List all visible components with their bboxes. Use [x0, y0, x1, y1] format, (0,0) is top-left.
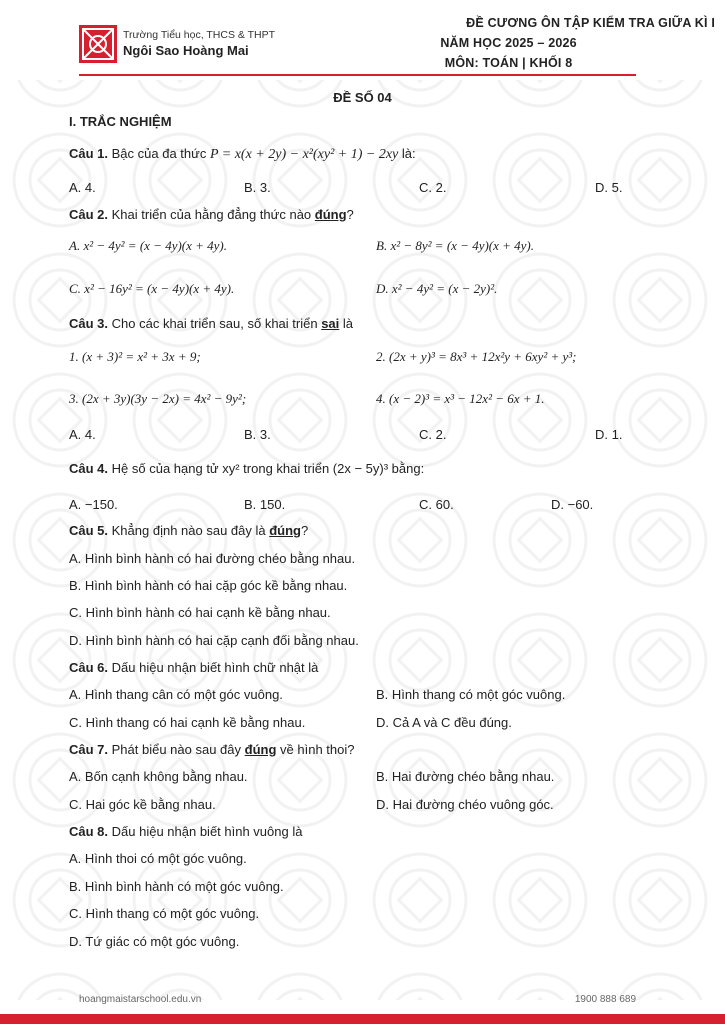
footer-phone: 1900 888 689 [574, 994, 636, 1005]
q1-option-d: D. 5. [595, 180, 623, 195]
q3-expansion-4: 4. (x − 2)³ = x³ − 12x² − 6x + 1. [376, 391, 545, 406]
q6-option-b: B. Hình thang có một góc vuông. [376, 687, 566, 702]
q8-option-a: A. Hình thoi có một góc vuông. [69, 851, 247, 866]
question-text: Dấu hiệu nhận biết hình vuông là [111, 824, 303, 839]
q4-option-d: D. −60. [551, 497, 594, 512]
question-text: Cho các khai triển sau, số khai triển [111, 316, 318, 331]
question-text: Khẳng định nào sau đây là [111, 523, 266, 538]
question-suffix: ? [346, 207, 354, 222]
q5-option-d: D. Hình bình hành có hai cặp cạnh đối bằng nhau. [69, 633, 359, 648]
question-text: Phát biểu nào sau đây [111, 742, 242, 757]
question-text: Bậc của đa thức [111, 146, 207, 161]
q1-option-c: C. 2. [419, 180, 447, 195]
school-subtitle: Trường Tiểu học, THCS & THPT [123, 29, 276, 41]
header-title-line1: ĐỀ CƯƠNG ÔN TẬP KIỂM TRA GIỮA KÌ I [466, 16, 715, 30]
school-logo-icon [79, 25, 117, 63]
q1-option-b: B. 3. [244, 180, 271, 195]
q3-option-a: A. 4. [69, 427, 96, 442]
question-label: Câu 8. [69, 824, 109, 839]
q3-expansion-1: 1. (x + 3)² = x² + 3x + 9; [69, 349, 201, 364]
exam-title: ĐỀ SỐ 04 [333, 90, 392, 105]
section-title: I. TRẮC NGHIỆM [69, 114, 172, 129]
question-suffix: là: [401, 146, 416, 161]
q2-option-d: D. x² − 4y² = (x − 2y)². [376, 281, 498, 296]
q8-option-c: C. Hình thang có một góc vuông. [69, 906, 260, 921]
emphasis-word: đúng [244, 742, 277, 757]
q3-option-d: D. 1. [595, 427, 623, 442]
q4-option-a: A. −150. [69, 497, 118, 512]
question-suffix: về hình thoi? [280, 742, 355, 757]
q8-option-b: B. Hình bình hành có một góc vuông. [69, 879, 284, 894]
question-7 [69, 742, 355, 757]
question-label: Câu 7. [69, 742, 109, 757]
question-text: Hệ số của hạng tử xy² trong khai triển (2x − 5y)³ bằng: [111, 461, 425, 476]
q7-option-d: D. Hai đường chéo vuông góc. [376, 797, 554, 812]
question-formula: P = x(x + 2y) − x²(xy² + 1) − 2xy [209, 147, 399, 162]
footer-website[interactable]: hoangmaistarschool.edu.vn [79, 994, 202, 1005]
q1-option-a: A. 4. [69, 180, 96, 195]
question-label: Câu 4. [69, 461, 109, 476]
question-label: Câu 6. [69, 660, 109, 675]
emphasis-word: sai [321, 316, 340, 331]
question-suffix: là [342, 316, 354, 331]
question-1 [69, 146, 416, 163]
q3-option-c: C. 2. [419, 427, 447, 442]
q3-expansion-2: 2. (2x + y)³ = 8x³ + 12x²y + 6xy² + y³; [376, 349, 577, 364]
q7-option-a: A. Bốn cạnh không bằng nhau. [69, 769, 248, 784]
question-text: Dấu hiệu nhận biết hình chữ nhật là [111, 660, 319, 675]
header-title-line3: MÔN: TOÁN | KHỐI 8 [444, 56, 573, 70]
q2-option-b: B. x² − 8y² = (x − 4y)(x + 4y). [376, 238, 535, 253]
question-suffix: ? [301, 523, 309, 538]
q6-option-a: A. Hình thang cân có một góc vuông. [69, 687, 283, 702]
q5-option-b: B. Hình bình hành có hai cặp góc kề bằng nhau. [69, 578, 348, 593]
q2-option-a: A. x² − 4y² = (x − 4y)(x + 4y). [69, 238, 228, 253]
q4-option-c: C. 60. [419, 497, 454, 512]
question-4 [69, 461, 424, 476]
q6-option-d: D. Cả A và C đều đúng. [376, 715, 512, 730]
header-title-line2: NĂM HỌC 2025 – 2026 [440, 36, 577, 50]
question-2 [69, 207, 354, 222]
q5-option-a: A. Hình bình hành có hai đường chéo bằng nhau. [69, 551, 356, 566]
q7-option-c: C. Hai góc kề bằng nhau. [69, 797, 216, 812]
emphasis-word: đúng [314, 207, 347, 222]
footer-bar [0, 1014, 725, 1024]
document-header-title [384, 13, 715, 73]
q3-expansion-3: 3. (2x + 3y)(3y − 2x) = 4x² − 9y²; [69, 391, 247, 406]
question-8 [69, 824, 302, 839]
q2-option-c: C. x² − 16y² = (x − 4y)(x + 4y). [69, 281, 235, 296]
question-5 [69, 523, 308, 538]
question-label: Câu 2. [69, 207, 109, 222]
question-6 [69, 660, 318, 675]
question-label: Câu 3. [69, 316, 109, 331]
question-text: Khai triển của hằng đẳng thức nào [111, 207, 312, 222]
q5-option-c: C. Hình bình hành có hai cạnh kề bằng nhau. [69, 605, 331, 620]
q3-option-b: B. 3. [244, 427, 271, 442]
q7-option-b: B. Hai đường chéo bằng nhau. [376, 769, 555, 784]
header-divider [79, 74, 636, 76]
q4-option-b: B. 150. [244, 497, 286, 512]
question-3 [69, 316, 353, 331]
q6-option-c: C. Hình thang có hai cạnh kề bằng nhau. [69, 715, 306, 730]
school-name: Ngôi Sao Hoàng Mai [123, 43, 249, 58]
question-label: Câu 1. [69, 146, 109, 161]
school-name-block [123, 29, 275, 58]
q8-option-d: D. Tứ giác có một góc vuông. [69, 934, 240, 949]
question-label: Câu 5. [69, 523, 109, 538]
emphasis-word: đúng [269, 523, 301, 538]
